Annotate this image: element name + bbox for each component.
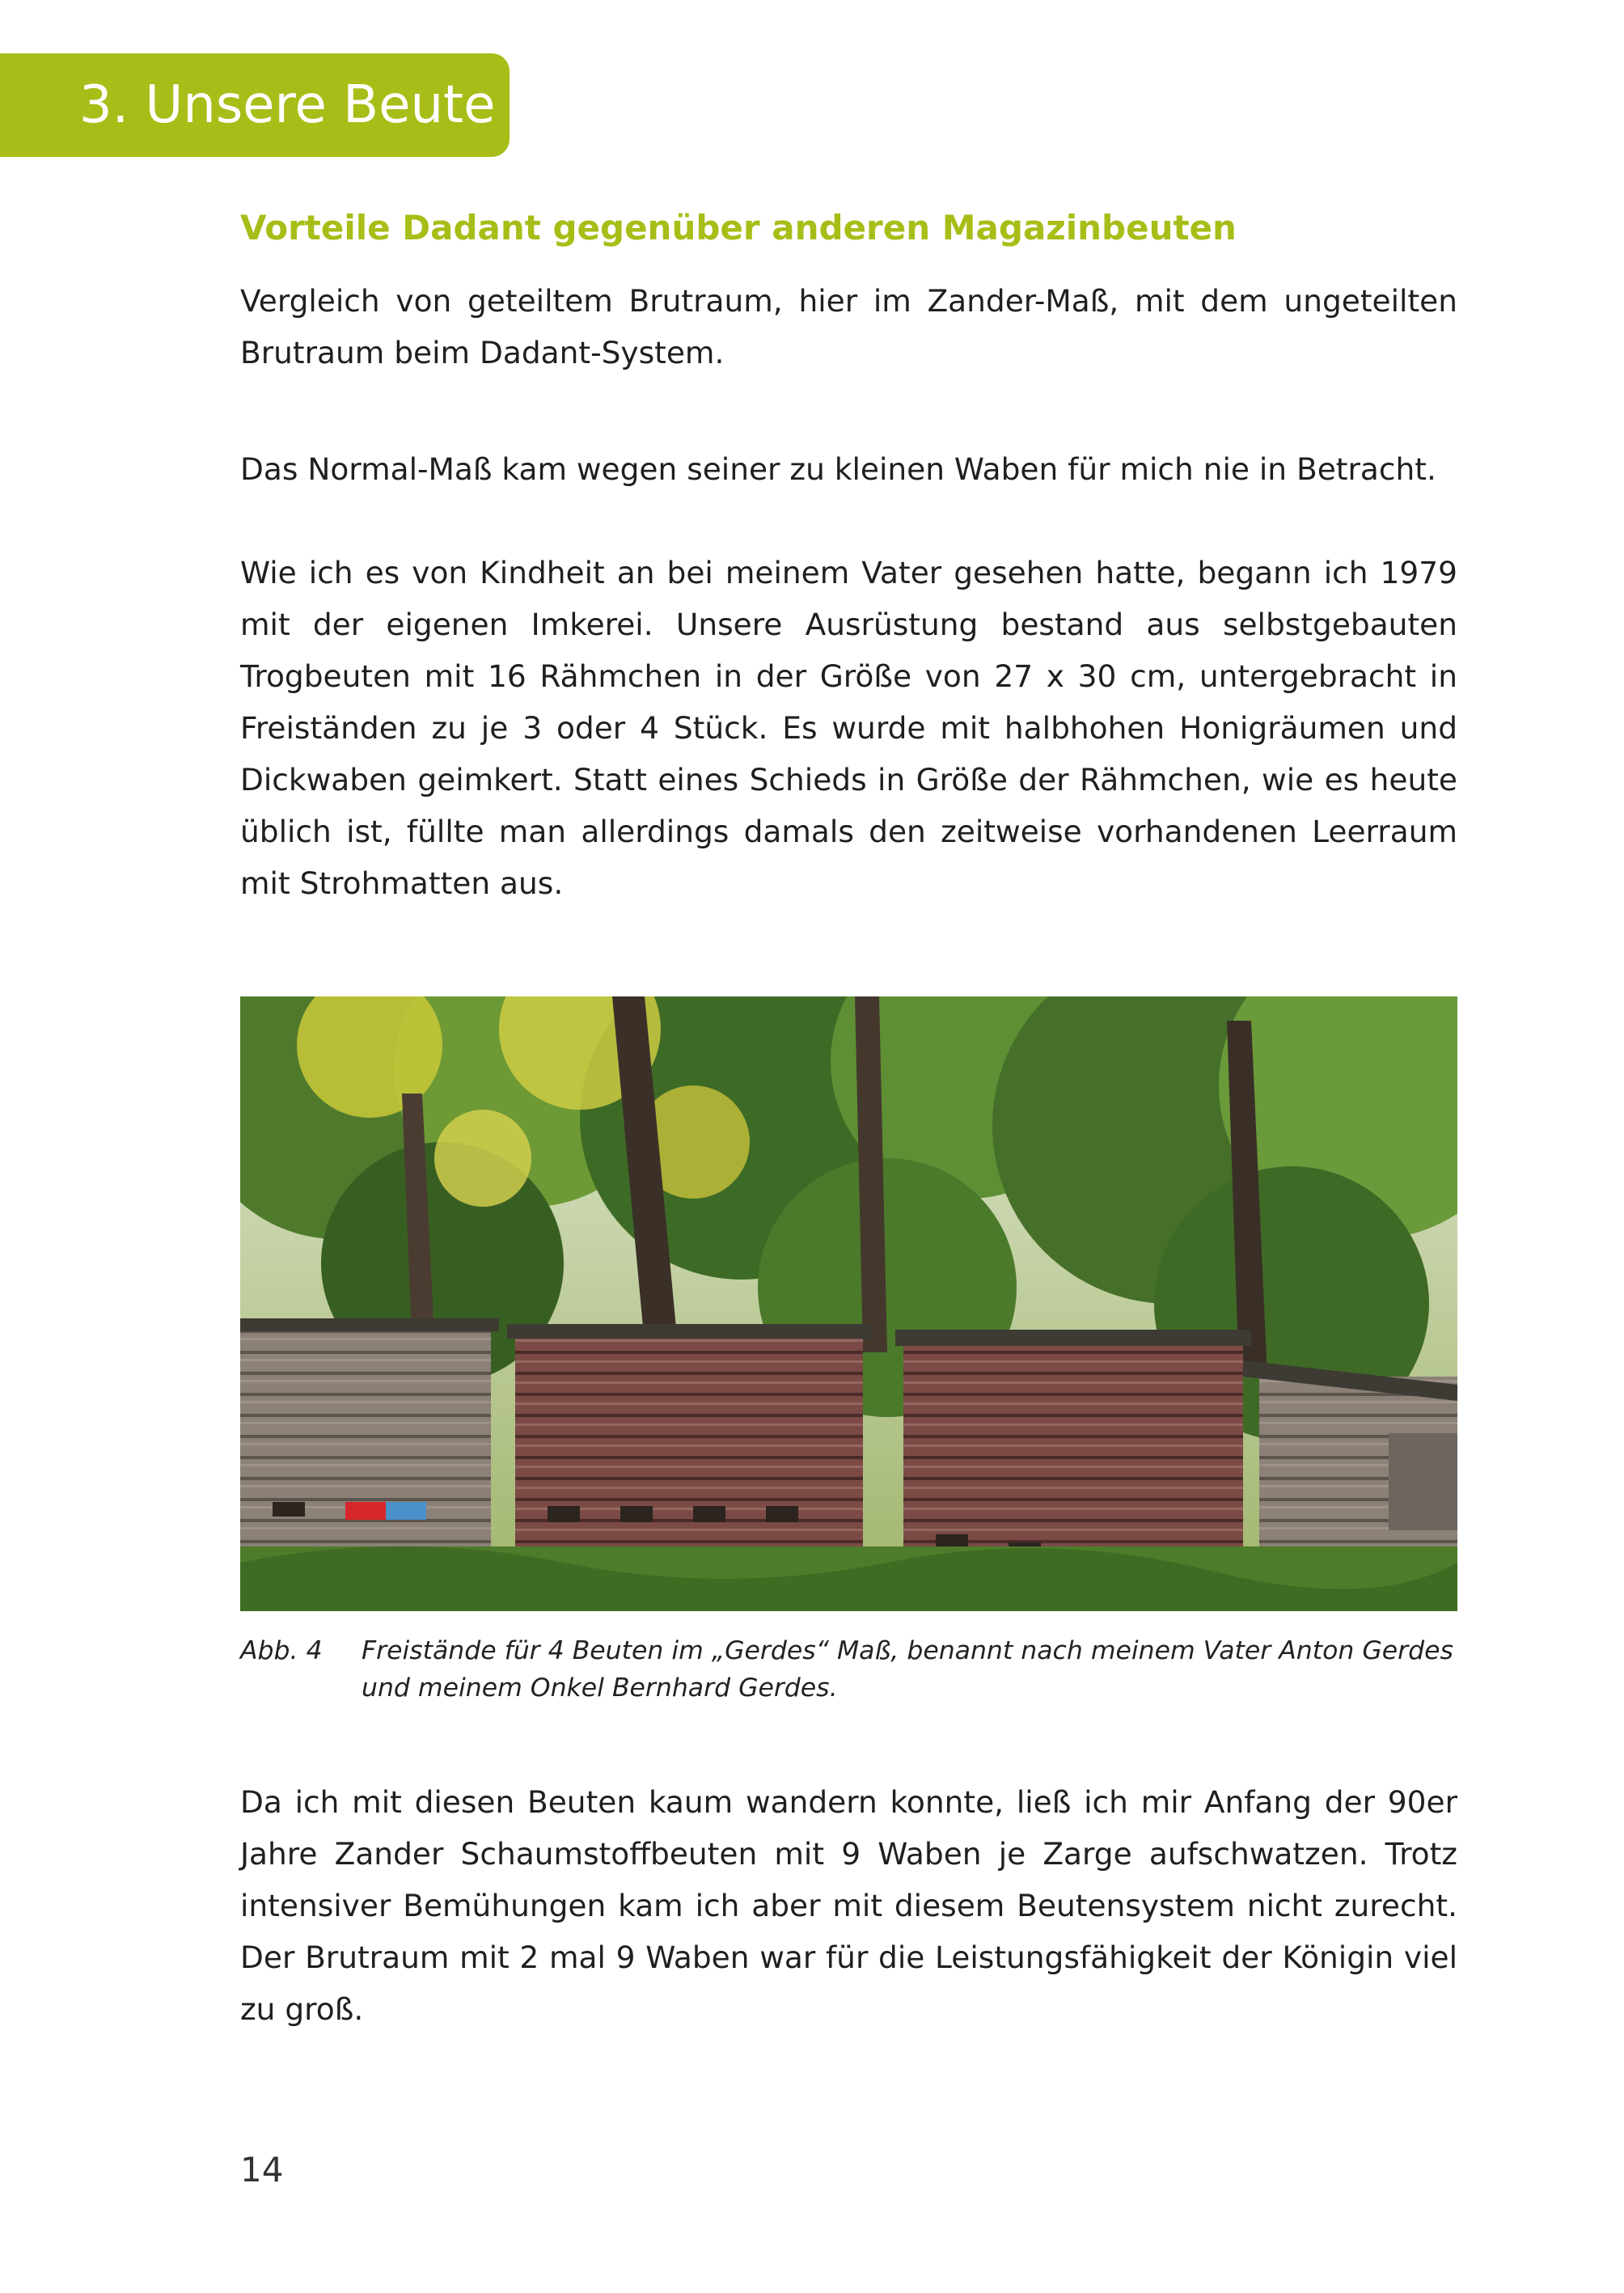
paragraph-normal-mass: Das Normal-Maß kam wegen seiner zu kleinen Waben für mich nie in Betracht. xyxy=(240,451,1436,487)
figure-label: Abb. 4 xyxy=(240,1636,323,1665)
paragraph-intro: Vergleich von geteiltem Brutraum, hier im Zander-Maß, mit dem ungeteilten Brutraum beim Dadant-System. xyxy=(240,283,1457,370)
paragraph-zander: Da ich mit diesen Beuten kaum wandern konnte, ließ ich mir Anfang der 90er Jahre Zander Schaumstoffbeuten mit 9 Waben je Zarge aufschwatzen. Trotz intensiver Bemühungen kam ich aber mit diesem Beutensystem nicht zurecht. Der Brutraum mit 2 mal 9 Waben war für die Leistungsfähigkeit der Königin viel zu groß. xyxy=(240,1784,1457,2027)
section-title: Vorteile Dadant gegenüber anderen Magazinbeuten xyxy=(240,208,1237,247)
beehive-illustration xyxy=(240,996,1457,1611)
chapter-label: 3. Unsere Beute xyxy=(79,75,496,135)
page-number: 14 xyxy=(240,2150,284,2189)
figure-caption-text: Freistände für 4 Beuten im „Gerdes“ Maß, benannt nach meinem Vater Anton Gerdes und meinem Onkel Bernhard Gerdes. xyxy=(362,1636,1453,1703)
paragraph-history: Wie ich es von Kindheit an bei meinem Vater gesehen hatte, begann ich 1979 mit der eigenen Imkerei. Unsere Ausrüstung bestand aus selbstgebauten Trogbeuten mit 16 Rähmchen in der Größe von 27 x 30 cm, untergebracht in Freiständen zu je 3 oder 4 Stück. Es wurde mit halbhohen Honigräumen und Dickwaben geimkert. Statt eines Schieds in Größe der Rähmchen, wie es heute üblich ist, füllte man allerdings damals den zeitweise vorhandenen Leerraum mit Strohmatten aus. xyxy=(240,555,1457,901)
chapter-tab xyxy=(0,53,510,157)
beehive-photo xyxy=(240,996,1457,1611)
